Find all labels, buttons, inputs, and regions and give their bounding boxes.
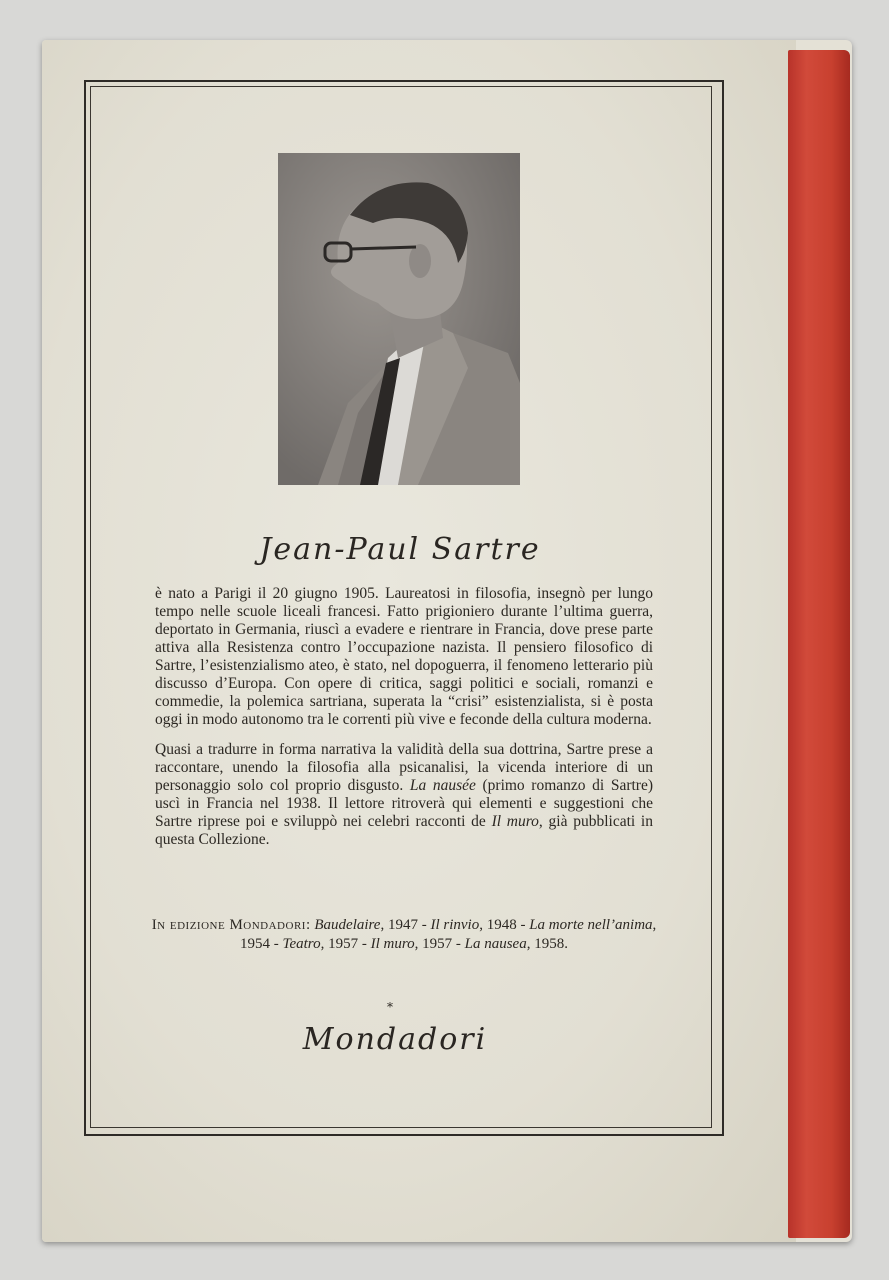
bio-paragraph-2: Quasi a tradurre in forma narrativa la validità della sua dottrina, Sartre prese a raccontare, unendo la filosofia alla psicanalisi, la vicenda interiore di un personaggio solo col proprio disgusto. La nausée (primo romanzo di Sartre) uscì in Francia nel 1938. Il lettore ritroverà qui elementi e suggestioni che Sartre riprese poi e sviluppò nei celebri racconti de Il muro, già pubblicati in questa Collezione. [155,741,654,848]
editions-label: In edizione Mondadori: [151,917,311,933]
author-portrait-photo [278,153,520,485]
publisher-name: Mondadori [302,1022,488,1057]
bio-paragraph-1: è nato a Parigi il 20 giugno 1905. Laureatosi in filosofia, insegnò per lungo tempo nelle scuole liceali francesi. Fatto prigioniero durante l’ultima guerra, deportato in Germania, riuscì a evadere e rientrare in Francia, dove prese parte attiva alla Resistenza contro l’occupazione nazista. Il pensiero filosofico di Sartre, l’esistenzialismo ateo, è stato, nel dopoguerra, il fenomeno letterario più discusso d’Europa. Con opere di critica, saggi politici e sociali, romanzi e commedie, la polemica sartriana, superata la “crisi” esistenzialista, si è posta oggi in modo autonomo tra le correnti più vive e feconde della cultura moderna. [155,585,653,728]
editions-list: In edizione Mondadori: Baudelaire, 1947 - Il rinvio, 1948 - La morte nell’anima, 1954 - Teatro, 1957 - Il muro, 1957 - La nausea, 1958. [151,917,657,952]
author-biography [155,585,653,861]
red-spine [788,50,850,1238]
ear [409,244,431,278]
title-la-nausee: La nausée [409,777,476,794]
author-name-heading: Jean-Paul Sartre [259,532,541,567]
title-il-muro: Il muro [491,813,539,830]
portrait-illustration [278,153,520,485]
star-ornament: * [387,1000,393,1014]
